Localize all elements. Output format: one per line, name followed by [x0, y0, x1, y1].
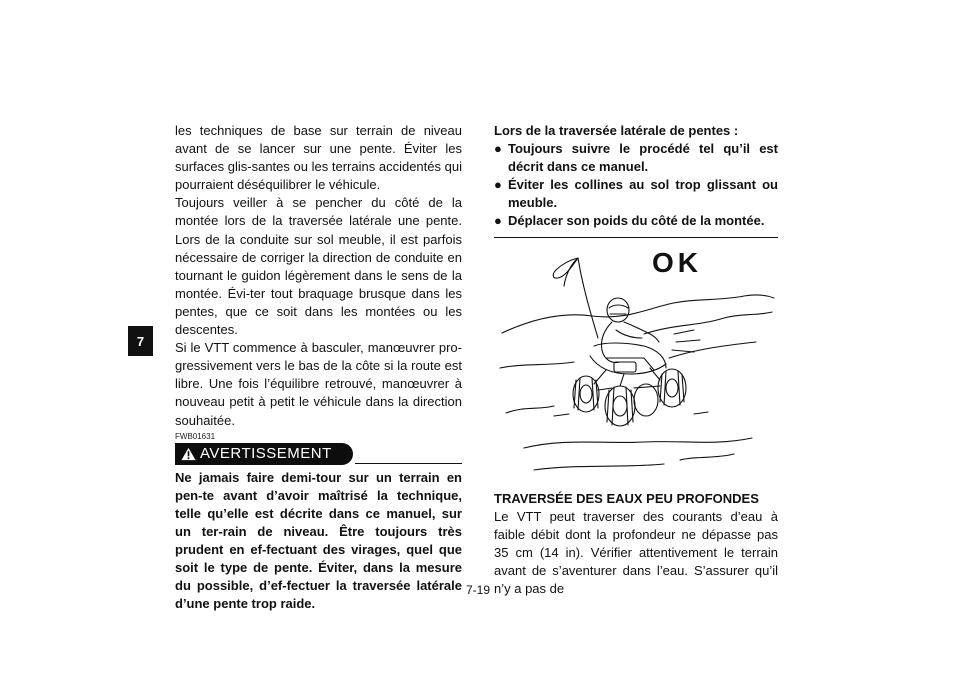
- bullet-dot-icon: ●: [494, 213, 502, 229]
- shallow-water-title: TRAVERSÉE DES EAUX PEU PROFONDES: [494, 490, 759, 506]
- bullet-dot-icon: ●: [494, 177, 502, 193]
- paragraph-tipping: Si le VTT commence à basculer, manœuvrer pro-gressivement vers le bas de la côte si la route est libre. Une fois l’équilibre retrouvé, manœuvrer à nouveau petit à petit le véhicule dans la direction souhaitée.: [175, 340, 462, 428]
- figure-ok-label: OK: [652, 246, 702, 278]
- bullet-text: Déplacer son poids du côté de la montée.: [508, 213, 765, 229]
- bullet-text: Toujours suivre le procédé tel qu’il est décrit dans ce manuel.: [508, 141, 778, 175]
- bullet-item: [494, 176, 778, 212]
- left-column: [175, 122, 462, 613]
- shallow-water-text: Le VTT peut traverser des courants d’eau à faible débit dont la profondeur ne dépasse pas 35 cm (14 in). Vérifier attentivement le terrain avant de s’aventurer dans l’eau. S’assurer qu’il n’y a pas de: [494, 508, 778, 597]
- paragraph-slope-technique: les techniques de base sur terrain de niveau avant de se lancer sur une pente. Éviter les surfaces glis-santes ou les terrains accidentés qui pourraient déséquilibrer le véhicule.: [175, 123, 462, 193]
- atv-rider-drawing: [494, 238, 778, 482]
- warning-triangle-icon: [181, 447, 196, 461]
- atv-slope-illustration: [494, 238, 778, 482]
- bullet-item: [494, 212, 778, 230]
- bullet-dot-icon: ●: [494, 141, 502, 157]
- bullet-text: Éviter les collines au sol trop glissant ou meuble.: [508, 177, 778, 211]
- right-column: [494, 122, 778, 598]
- warning-text: Ne jamais faire demi-tour sur un terrain en pen-te avant d’avoir maîtrisé la technique, telle qu’elle est décrite dans ce manuel, sur un ter-rain de niveau. Être toujours très prudent en ef-fectuant des virages, quel que soit le type de pente. Éviter, dans la mesure du possible, d’ef-fectuer la traversée latérale d’une pente trop raide.: [175, 469, 462, 612]
- warning-label: AVERTISSEMENT: [200, 444, 332, 462]
- bullet-item: [494, 140, 778, 176]
- warning-badge: [175, 443, 353, 465]
- chapter-tab-number: 7: [136, 333, 145, 349]
- warning-divider: [355, 463, 462, 464]
- slope-heading: Lors de la traversée latérale de pentes :: [494, 123, 739, 138]
- warning-code: FWB01631: [175, 431, 216, 441]
- paragraph-lean-uphill: Toujours veiller à se pencher du côté de la montée lors de la traversée latérale une pente. Lors de la conduite sur sol meuble, il est parfois nécessaire de corriger la direction de conduite en tournant le guidon légèrement dans le sens de la montée. Évi-ter tout braquage brusque dans les pentes, que ce soit dans les montées ou les descentes.: [175, 195, 462, 338]
- chapter-tab: [128, 326, 153, 356]
- warning-header: [175, 443, 462, 465]
- page-number: 7-19: [466, 583, 491, 597]
